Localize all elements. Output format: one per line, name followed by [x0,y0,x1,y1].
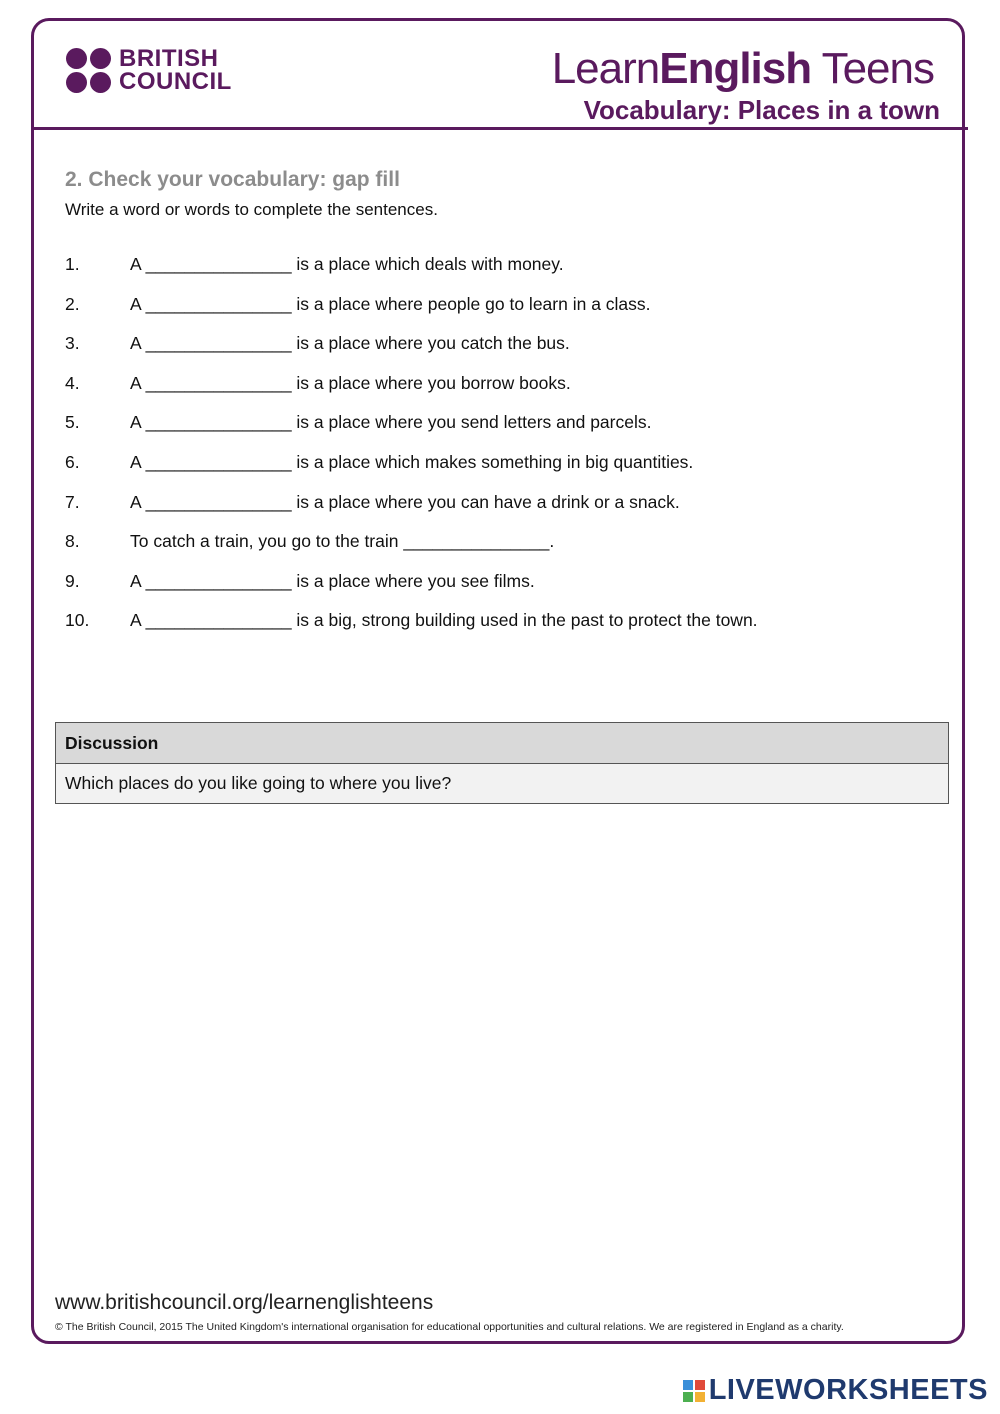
learnenglish-teens-logo [552,44,934,94]
question-number: 9. [65,570,80,591]
liveworksheets-icon [683,1380,705,1402]
brand-line-1: BRITISH [119,45,219,72]
logo-teens: Teens [821,44,934,93]
worksheet-subtitle: Vocabulary: Places in a town [583,95,940,125]
question-text: A _______________ is a big, strong building used in the past to protect the town. [130,610,758,631]
question-item [65,409,945,449]
footer-copyright: © The British Council, 2015 The United Kingdom's international organisation for educational opportunities and cultural relations. We are registered in England as a charity. [55,1321,844,1333]
liveworksheets-logo [683,1374,988,1407]
question-text: To catch a train, you go to the train _______________. [130,531,555,552]
question-text: A _______________ is a place which makes something in big quantities. [130,451,694,472]
question-number: 6. [65,451,80,472]
question-number: 8. [65,531,80,552]
question-item [65,370,945,410]
logo-learn: Learn [551,44,660,93]
question-text: A _______________ is a place where you see films. [130,570,535,591]
question-item [65,449,945,489]
question-number: 5. [65,412,80,433]
question-list [65,251,945,647]
question-item [65,489,945,529]
discussion-box [55,722,949,804]
question-text: A _______________ is a place where people go to learn in a class. [130,293,651,314]
footer-url[interactable]: www.britishcouncil.org/learnenglishteens [55,1291,434,1314]
question-number: 4. [65,372,80,393]
question-item [65,330,945,370]
question-text: A _______________ is a place which deals with money. [130,254,564,274]
question-text: A _______________ is a place where you send letters and parcels. [130,412,652,433]
section-title: 2. Check your vocabulary: gap fill [65,168,400,191]
liveworksheets-text: LIVEWORKSHEETS [708,1374,988,1406]
question-number: 2. [65,293,80,314]
question-item [65,291,945,331]
question-number: 10. [65,610,90,631]
question-text: A _______________ is a place where you can have a drink or a snack. [130,491,680,512]
question-number: 1. [65,254,80,274]
question-text: A _______________ is a place where you catch the bus. [130,333,570,354]
question-number: 7. [65,491,80,512]
header-divider [31,127,968,130]
british-council-dots-icon [66,48,111,93]
question-item [65,251,945,291]
brand-line-2: COUNCIL [119,68,232,95]
discussion-heading: Discussion [56,723,948,764]
british-council-logo [66,47,232,93]
discussion-question: Which places do you like going to where you live? [56,764,948,803]
question-item [65,528,945,568]
instructions: Write a word or words to complete the sentences. [65,200,438,219]
question-item [65,568,945,608]
question-number: 3. [65,333,80,354]
logo-english: English [659,44,812,93]
question-item [65,607,945,647]
question-text: A _______________ is a place where you borrow books. [130,372,571,393]
